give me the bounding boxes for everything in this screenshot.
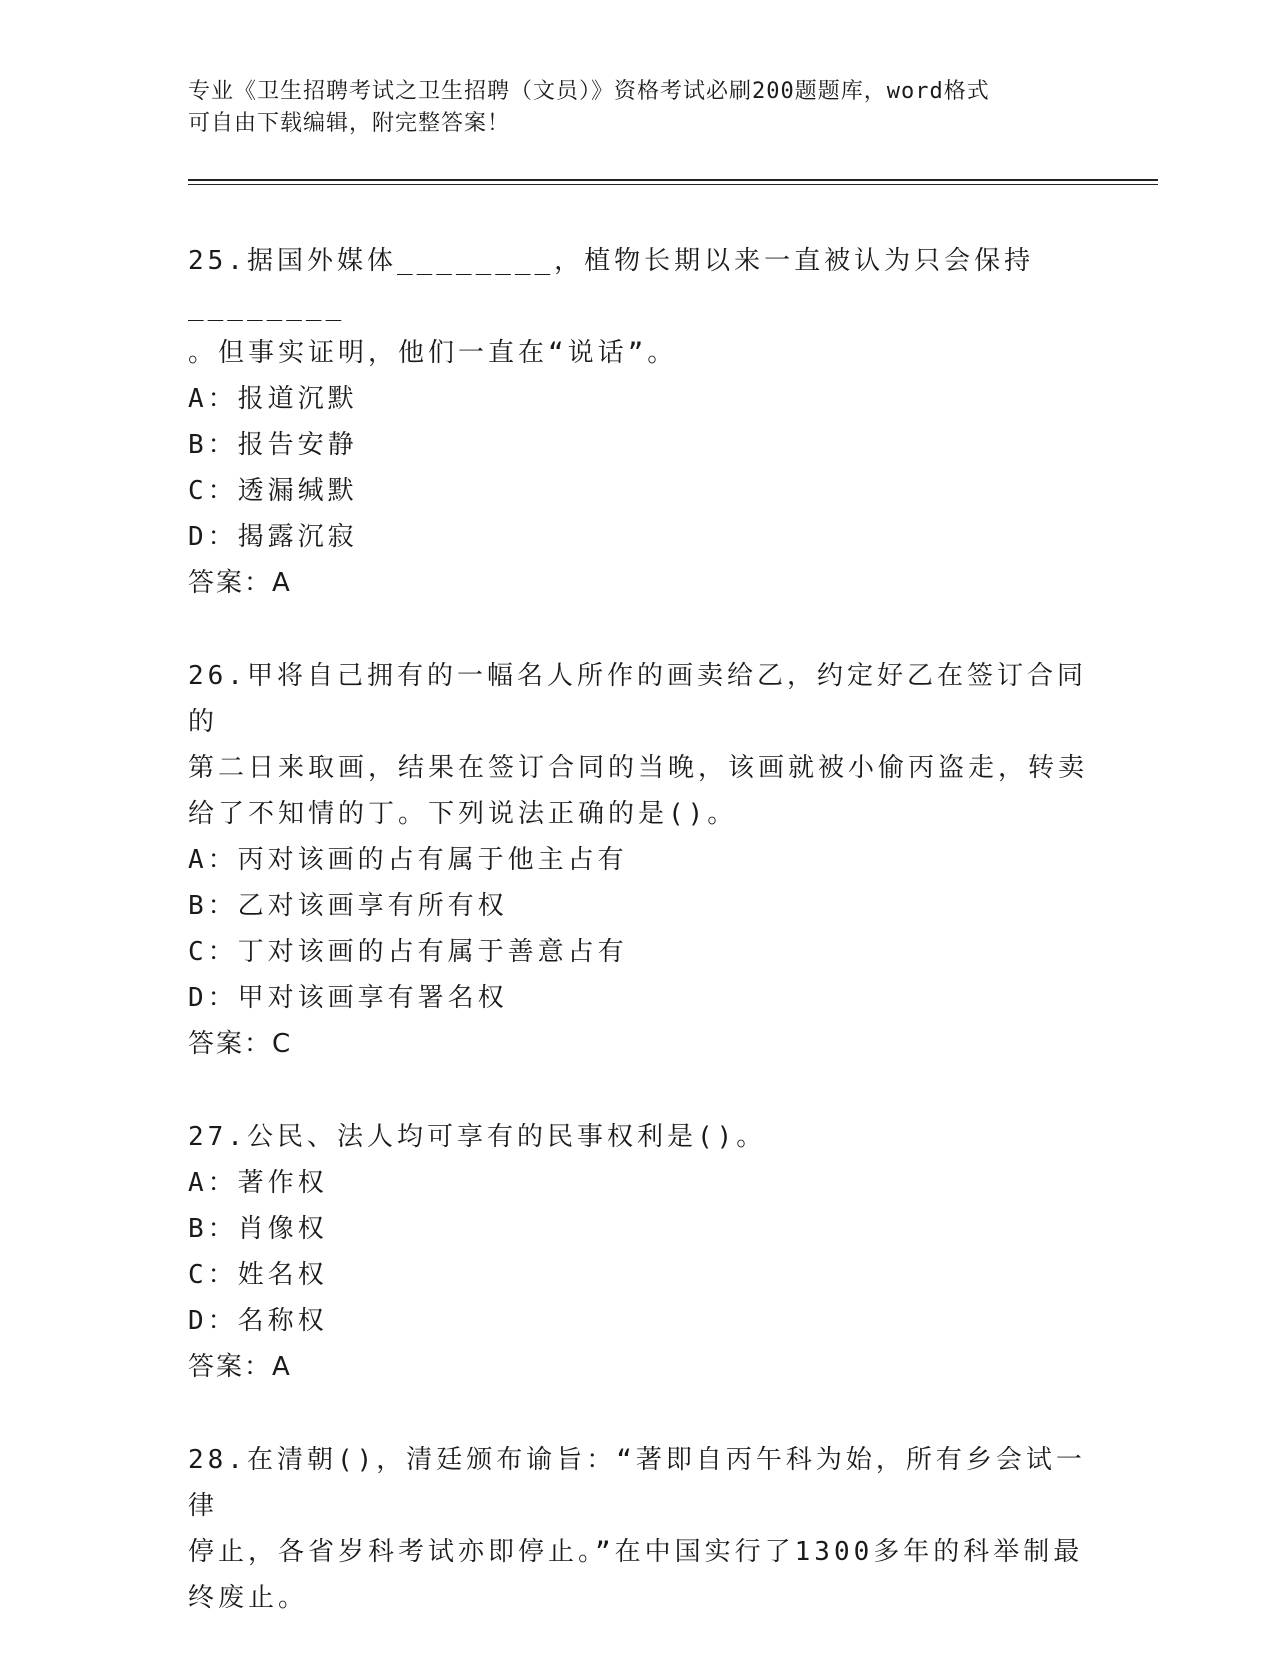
question-stem-line: 终废止。 [188, 1583, 309, 1613]
question-stem-line: 25.据国外媒体________，植物长期以来一直被认为只会保持________ [188, 246, 1035, 322]
header-divider [188, 179, 1158, 181]
question-block [188, 1114, 1088, 1390]
question-block [188, 653, 1088, 1067]
header-line-2: 可自由下载编辑，附完整答案！ [188, 111, 511, 136]
question-option: C：丁对该画的占有属于善意占有 [188, 937, 628, 967]
answer-value: A [272, 1352, 292, 1382]
question-answer [188, 1021, 1088, 1067]
question-option: C：透漏缄默 [188, 476, 358, 506]
question-stem-line: 27.公民、法人均可享有的民事权利是()。 [188, 1122, 767, 1152]
question-stem-line: 第二日来取画，结果在签订合同的当晚，该画就被小偷丙盗走，转卖 [188, 753, 1089, 783]
question-stem-line: 28.在清朝()，清廷颁布谕旨：“著即自丙午科为始，所有乡会试一律 [188, 1445, 1086, 1521]
question-option: A：丙对该画的占有属于他主占有 [188, 845, 628, 875]
question-stem-line: 停止，各省岁科考试亦即停止。”在中国实行了1300多年的科举制最 [188, 1537, 1084, 1567]
question-option: D：揭露沉寂 [188, 522, 358, 552]
question-block [188, 238, 1088, 606]
question-block [188, 1437, 1088, 1621]
question-option: B：报告安静 [188, 430, 358, 460]
question-stem-line: 26.甲将自己拥有的一幅名人所作的画卖给乙，约定好乙在签订合同的 [188, 661, 1087, 737]
document-header [188, 76, 1088, 140]
answer-label: 答案： [188, 1352, 273, 1382]
question-option: B：乙对该画享有所有权 [188, 891, 508, 921]
answer-value: A [272, 568, 292, 598]
question-option: D：甲对该画享有署名权 [188, 983, 508, 1013]
question-stem-line: 给了不知情的丁。下列说法正确的是()。 [188, 799, 738, 829]
answer-label: 答案： [188, 1029, 273, 1059]
question-list [188, 238, 1088, 1668]
question-answer [188, 560, 1088, 606]
question-stem-line: 。但事实证明，他们一直在“说话”。 [188, 338, 678, 368]
question-option: D：名称权 [188, 1306, 328, 1336]
header-line-1: 专业《卫生招聘考试之卫生招聘（文员）》资格考试必刷200题题库，word格式 [188, 79, 990, 104]
question-option: C：姓名权 [188, 1260, 328, 1290]
question-answer [188, 1344, 1088, 1390]
answer-value: C [272, 1029, 293, 1059]
question-option: A：报道沉默 [188, 384, 358, 414]
question-option: B：肖像权 [188, 1214, 328, 1244]
header-divider-thin [188, 184, 1158, 185]
question-option: A：著作权 [188, 1168, 328, 1198]
answer-label: 答案： [188, 568, 273, 598]
